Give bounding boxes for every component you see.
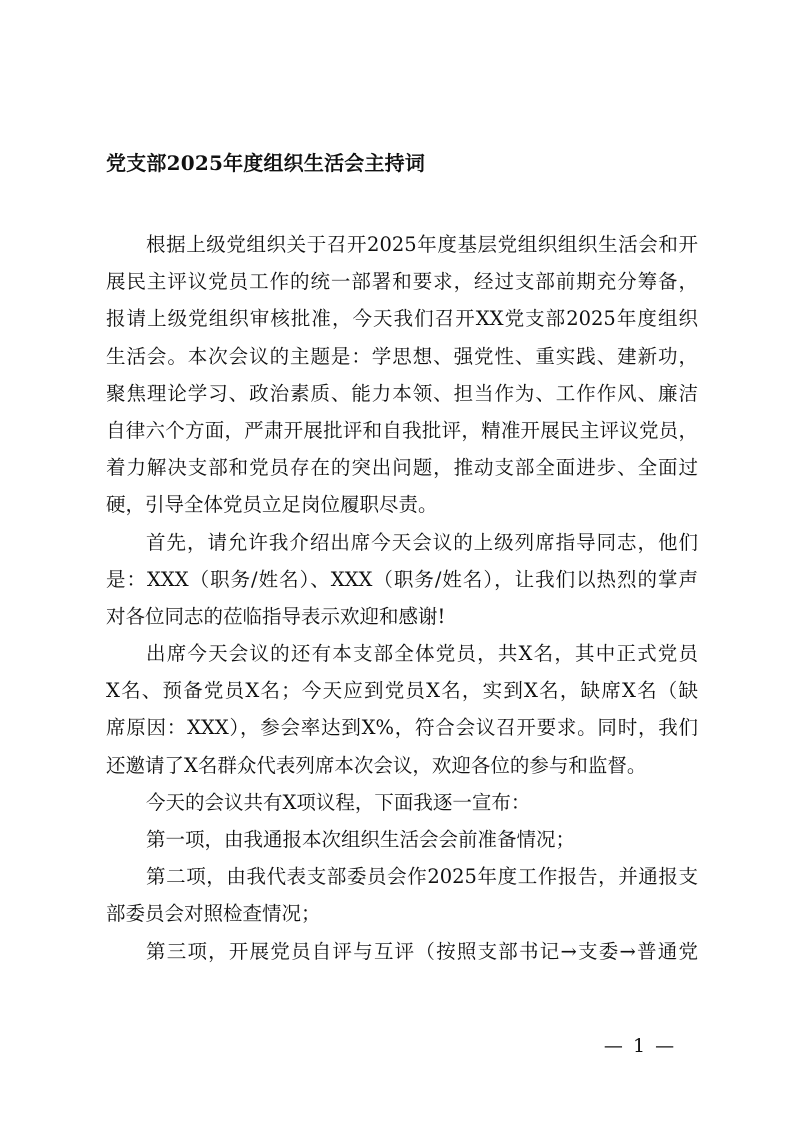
body-line: 硬，引导全体党员立足岗位履职尽责。 xyxy=(106,493,438,517)
body-line: 对各位同志的莅临指导表示欢迎和感谢! xyxy=(106,604,446,628)
body-line: 展民主评议党员工作的统一部署和要求，经过支部前期充分筹备， xyxy=(106,270,698,294)
body-line: X名、预备党员X名；今天应到党员X名，实到X名，缺席X名（缺 xyxy=(106,679,698,703)
body-line: 还邀请了X名群众代表列席本次会议，欢迎各位的参与和监督。 xyxy=(106,753,647,777)
body-line: 报请上级党组织审核批准，今天我们召开XX党支部2025年度组织 xyxy=(106,307,698,331)
body-line: 自律六个方面，严肃开展批评和自我批评，精准开展民主评议党员， xyxy=(106,418,698,442)
body-line: 是：XXX（职务/姓名）、XXX（职务/姓名），让我们以热烈的掌声 xyxy=(106,567,698,591)
body-line: 部委员会对照检查情况； xyxy=(106,902,321,926)
document-title: 党支部2025年度组织生活会主持词 xyxy=(106,151,426,175)
body-line: 首先，请允许我介绍出席今天会议的上级列席指导同志，他们 xyxy=(146,530,698,554)
body-line: 聚焦理论学习、政治素质、能力本领、担当作为、工作作风、廉洁 xyxy=(106,381,698,405)
body-line: 第一项，由我通报本次组织生活会会前准备情况； xyxy=(146,828,576,851)
body-line: 今天的会议共有X项议程，下面我逐一宣布： xyxy=(146,790,531,814)
body-line: 出席今天会议的还有本支部全体党员，共X名，其中正式党员 xyxy=(146,642,698,666)
body-line: 生活会。本次会议的主题是：学思想、强党性、重实践、建新功， xyxy=(106,344,698,368)
page-number: — 1 — xyxy=(603,1035,677,1057)
body-line: 席原因：XXX），参会率达到X%，符合会议召开要求。同时，我们 xyxy=(106,716,698,740)
body-line: 着力解决支部和党员存在的突出问题，推动支部全面进步、全面过 xyxy=(106,456,698,480)
body-line: 第二项，由我代表支部委员会作2025年度工作报告，并通报支 xyxy=(146,865,698,889)
body-line: 第三项，开展党员自评与互评（按照支部书记→支委→普通党 xyxy=(146,939,698,963)
document-body xyxy=(106,226,698,970)
body-line: 根据上级党组织关于召开2025年度基层党组织组织生活会和开 xyxy=(146,233,698,256)
